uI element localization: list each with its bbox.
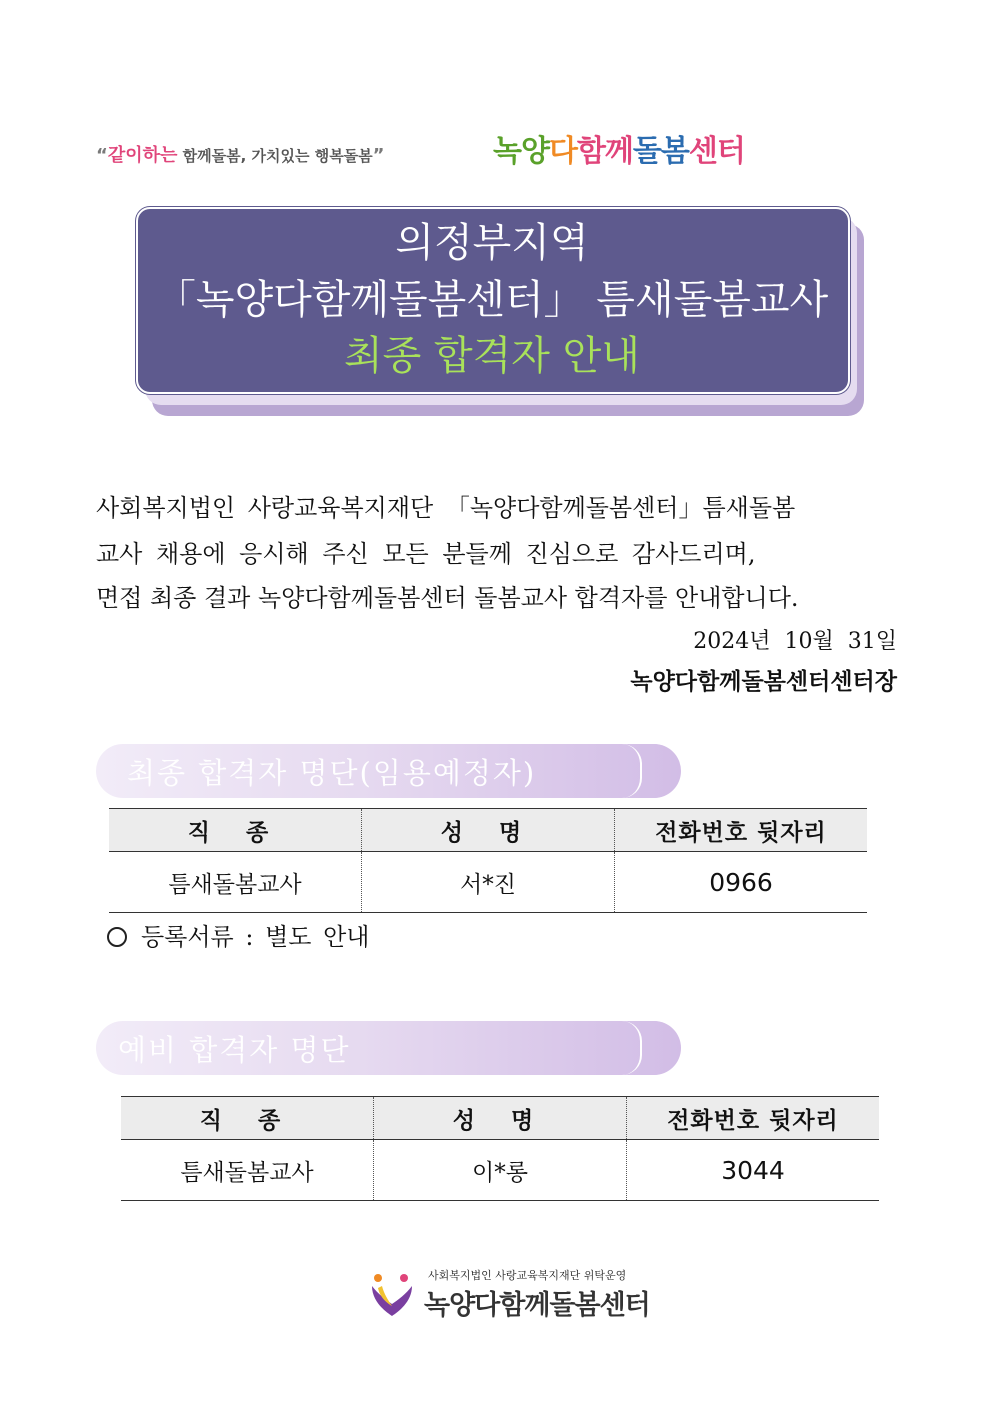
column-header-name: 성 명 <box>374 1097 627 1140</box>
slogan-text: 함께돌봄, 가치있는 행복돌봄 <box>182 147 373 165</box>
slogan-highlight: 같이하는 <box>107 145 178 166</box>
center-logo <box>493 126 745 170</box>
header-slogan <box>96 141 385 167</box>
footer-subtitle: 사회복지법인 사랑교육복지재단 위탁운영 <box>428 1269 627 1282</box>
cell-job: 틈새돌봄교사 <box>109 852 362 913</box>
logo-part-3: 함께 <box>576 134 633 169</box>
paragraph-line-3: 면접 최종 결과 녹양다함께돌봄센터 돌봄교사 합격자를 안내합니다. <box>96 584 799 612</box>
registration-note <box>107 917 369 952</box>
table-header-row <box>121 1097 879 1140</box>
notice-date: 2024년 10월 31일 <box>693 629 897 654</box>
registration-note-text: 등록서류 : 별도 안내 <box>141 923 370 951</box>
banner-subtitle: 최종 합격자 안내 <box>344 333 640 379</box>
logo-part-5: 센터 <box>688 134 745 169</box>
column-header-job: 직 종 <box>121 1097 374 1140</box>
column-header-name: 성 명 <box>362 809 615 852</box>
table-row <box>121 1140 879 1201</box>
column-header-phone: 전화번호 뒷자리 <box>627 1097 880 1140</box>
logo-part-4: 돌봄 <box>632 134 689 169</box>
logo-part-2: 다 <box>548 134 577 169</box>
signature: 녹양다함께돌봄센터센터장 <box>630 668 897 695</box>
cell-job: 틈새돌봄교사 <box>121 1140 374 1201</box>
column-header-phone: 전화번호 뒷자리 <box>615 809 868 852</box>
cell-phone: 0966 <box>615 852 868 913</box>
circle-bullet-icon <box>107 927 127 947</box>
cell-phone: 3044 <box>627 1140 880 1201</box>
table-row <box>109 852 867 913</box>
final-section-title: 최종 합격자 명단(임용예정자) <box>127 756 537 790</box>
banner-region: 의정부지역 <box>395 220 589 266</box>
footer-logo-text: 녹양다함께돌봄센터 <box>424 1290 650 1321</box>
cell-name: 이*롱 <box>374 1140 627 1201</box>
reserve-section-title: 예비 합격자 명단 <box>118 1033 351 1067</box>
slogan-open-quote: “ <box>96 145 108 166</box>
paragraph-line-2: 교사 채용에 응시해 주신 모든 분들께 진심으로 감사드리며, <box>96 540 756 568</box>
heart-logo-icon <box>368 1272 416 1320</box>
logo-part-1: 녹양 <box>493 134 549 169</box>
table-header-row <box>109 809 867 852</box>
banner-title: 「녹양다함께돌봄센터」 틈새돌봄교사 <box>155 277 829 323</box>
column-header-job: 직 종 <box>109 809 362 852</box>
paragraph-line-1: 사회복지법인 사랑교육복지재단 「녹양다함께돌봄센터」틈새돌봄 <box>96 494 796 522</box>
cell-name: 서*진 <box>362 852 615 913</box>
final-list-table <box>109 808 867 913</box>
slogan-close-quote: ” <box>372 145 385 166</box>
reserve-list-table <box>121 1096 879 1201</box>
